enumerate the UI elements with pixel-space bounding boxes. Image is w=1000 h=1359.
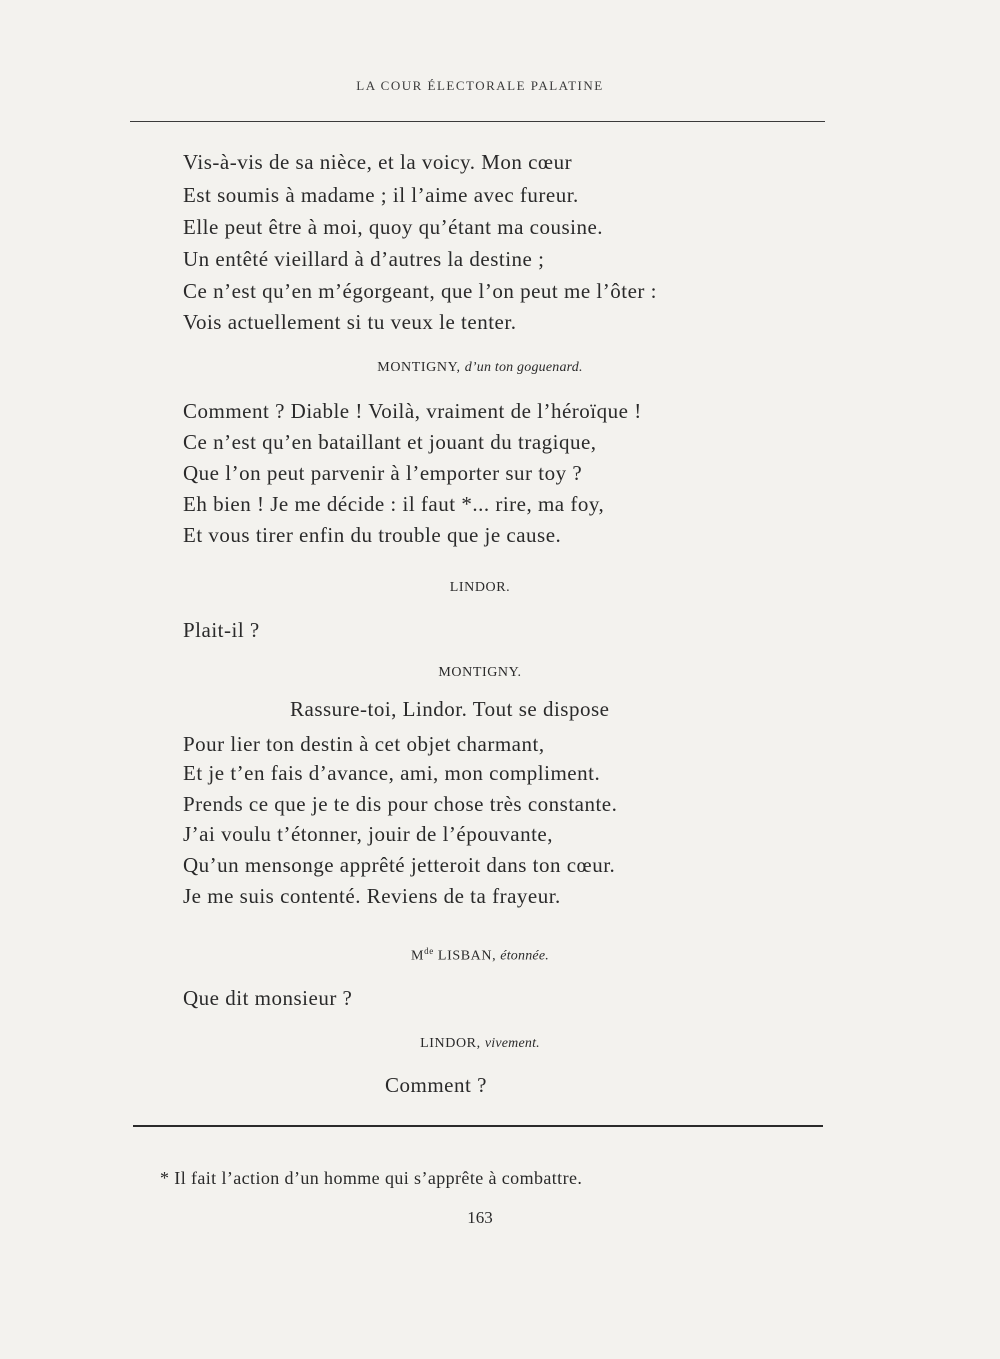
speaker-heading — [0, 1036, 960, 1052]
verse-line: Comment ? — [385, 1073, 487, 1097]
speaker-name: MONTIGNY, — [377, 360, 461, 375]
verse-line: Vis-à-vis de sa nièce, et la voicy. Mon cœur — [183, 150, 573, 174]
verse-line: Et je t’en fais d’avance, ami, mon compliment. — [183, 761, 601, 785]
verse-line: Est soumis à madame ; il l’aime avec fureur. — [183, 183, 579, 207]
speaker-prefix-sup: de — [424, 946, 434, 956]
verse-line: Pour lier ton destin à cet objet charmant, — [183, 732, 545, 756]
verse-line: Ce n’est qu’en bataillant et jouant du tragique, — [183, 430, 597, 454]
verse-line: Elle peut être à moi, quoy qu’étant ma cousine. — [183, 215, 604, 239]
speaker-name: LISBAN, — [437, 948, 497, 964]
verse-line: Qu’un mensonge apprêté jetteroit dans ton cœur. — [183, 853, 616, 877]
speaker-prefix: M — [411, 948, 425, 964]
running-head: LA COUR ÉLECTORALE PALATINE — [356, 78, 604, 93]
verse-line: Et vous tirer enfin du trouble que je cause. — [183, 523, 562, 547]
speaker-heading — [0, 580, 960, 596]
stage-direction: étonnée. — [500, 948, 549, 964]
verse-line: Je me suis contenté. Reviens de ta frayeur. — [183, 884, 561, 908]
stage-direction: d’un ton goguenard. — [464, 360, 583, 375]
speaker-name: MONTIGNY. — [438, 665, 522, 680]
footnote-rule — [133, 1125, 823, 1127]
verse-line: Ce n’est qu’en m’égorgeant, que l’on peut me l’ôter : — [183, 279, 657, 303]
stage-direction: vivement. — [484, 1036, 540, 1051]
speaker-name: LINDOR. — [449, 580, 511, 595]
verse-line: Vois actuellement si tu veux le tenter. — [183, 310, 517, 334]
speaker-heading — [0, 946, 960, 965]
verse-line: J’ai voulu t’étonner, jouir de l’épouvante, — [183, 822, 553, 846]
verse-line: Que l’on peut parvenir à l’emporter sur toy ? — [183, 461, 583, 485]
verse-line: Prends ce que je te dis pour chose très constante. — [183, 792, 618, 816]
verse-line: Comment ? Diable ! Voilà, vraiment de l’héroïque ! — [183, 399, 642, 423]
verse-line: Que dit monsieur ? — [183, 986, 353, 1010]
verse-line: Plait-il ? — [183, 618, 260, 642]
header-rule — [130, 121, 825, 122]
verse-line: Rassure-toi, Lindor. Tout se dispose — [290, 697, 610, 721]
speaker-heading — [0, 665, 960, 681]
page-number: 163 — [467, 1208, 493, 1227]
footnote: * Il fait l’action d’un homme qui s’apprête à combattre. — [160, 1168, 583, 1188]
speaker-heading — [0, 360, 960, 376]
speaker-name: LINDOR, — [420, 1036, 481, 1051]
verse-line: Un entêté vieillard à d’autres la destine ; — [183, 247, 545, 271]
verse-line: Eh bien ! Je me décide : il faut *... rire, ma foy, — [183, 492, 605, 516]
